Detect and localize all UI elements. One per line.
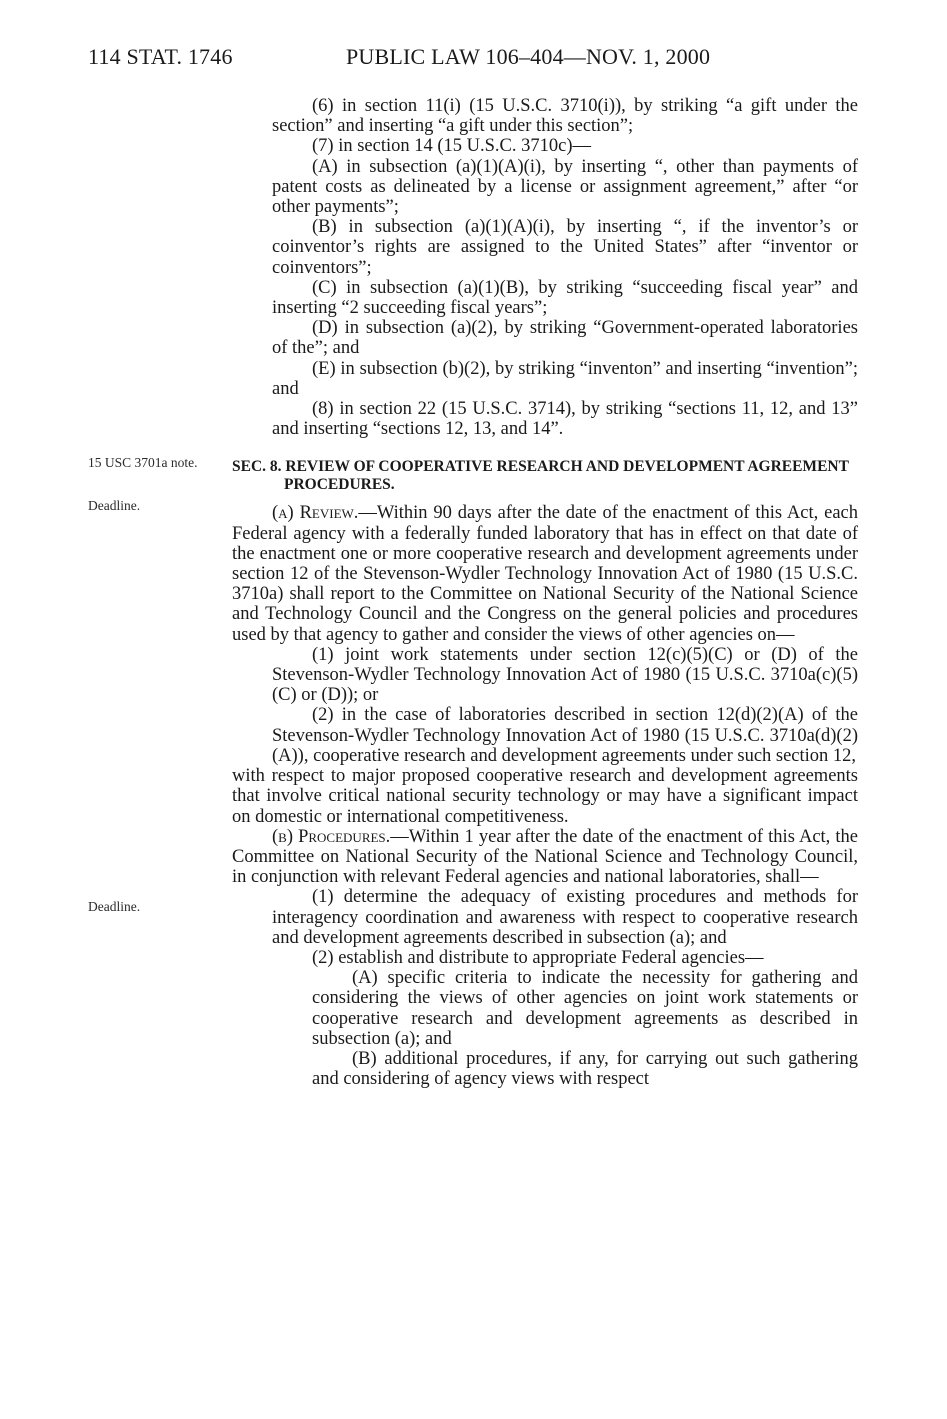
page-header [88, 44, 748, 74]
statute-body [232, 96, 858, 1089]
subsection-a-1: (1) joint work statements under section 12(c)(5)(C) or (D) of the Stevenson-Wydler Technology Innovation Act of 1980 (15 U.S.C. 3710a(c)(5)(C) or (D)); or [272, 644, 858, 706]
subsection-b-label: (b) Procedures. [272, 826, 391, 847]
subparagraph-7D: (D) in subsection (a)(2), by striking “Government-operated laboratories of the”; and [272, 318, 858, 359]
paragraph-7: (7) in section 14 (15 U.S.C. 3710c)— [312, 136, 592, 157]
statute-citation: 114 STAT. 1746 [88, 44, 233, 69]
subsection-b-1: (1) determine the adequacy of existing procedures and methods for interagency coordination and awareness with respect to cooperative research and development agreements described in subsection (a); and [272, 887, 858, 948]
margin-note-deadline-a: Deadline. [88, 498, 141, 513]
subparagraph-7E: (E) in subsection (b)(2), by striking “inventon” and inserting “invention”; and [272, 358, 858, 399]
subsection-b-2: (2) establish and distribute to appropriate Federal agencies— [312, 947, 764, 968]
subsection-b [232, 827, 858, 888]
subsection-a-text: —Within 90 days after the date of the enactment of this Act, each Federal agency with a federally funded laboratory that has in effect on that date of the enactment one or more cooperative research and development agreements under section 12 of the Stevenson-Wydler Technology Innovation Act of 1980 (15 U.S.C. 3710a) shall report to the Committee on National Security of the National Science and Technology Council and the Congress on the general policies and procedures used by that agency to gather and consider the views of other agencies on— [232, 503, 859, 645]
public-law-title: PUBLIC LAW 106–404—NOV. 1, 2000 [346, 44, 711, 69]
section-8-heading: SEC. 8. REVIEW OF COOPERATIVE RESEARCH AND DEVELOPMENT AGREEMENT PROCEDURES. [232, 458, 849, 494]
subsection-a-label: (a) Review. [272, 503, 359, 524]
subsection-b-2B: (B) additional procedures, if any, for carrying out such gathering and considering of agency views with respect [312, 1048, 858, 1090]
subparagraph-7C: (C) in subsection (a)(1)(B), by striking “succeeding fiscal year” and inserting “2 succeeding fiscal years”; [272, 277, 858, 319]
subsection-b-2A: (A) specific criteria to indicate the necessity for gathering and considering the views of other agencies on joint work statements or cooperative research and development agreements as described in subsection (a); and [312, 968, 858, 1049]
subsection-a [232, 503, 858, 644]
subparagraph-7A: (A) in subsection (a)(1)(A)(i), by inserting “, other than payments of patent costs as delineated by a license or assignment agreement,” after “or other payments”; [272, 156, 858, 218]
subsection-a-2: (2) in the case of laboratories described in section 12(d)(2)(A) of the Stevenson-Wydler Technology Innovation Act of 1980 (15 U.S.C. 3710a(d)(2)(A)), cooperative research and development agreements under such section 12, [272, 705, 858, 766]
subsection-b-text: —Within 1 year after the date of the enactment of this Act, the Committee on National Security of the National Science and Technology Council, in conjunction with relevant Federal agencies and national laboratories, shall— [232, 826, 858, 888]
margin-note-deadline-b: Deadline. [88, 899, 141, 914]
subsection-a-tail: with respect to major proposed cooperative research and development agreements that involve critical national security technology or may have a significant impact on domestic or international competitiveness. [232, 766, 858, 827]
paragraph-6: (6) in section 11(i) (15 U.S.C. 3710(i)), by striking “a gift under the section” and inserting “a gift under this section”; [272, 96, 858, 137]
margin-note-usc: 15 USC 3701a note. [88, 455, 198, 470]
paragraph-8: (8) in section 22 (15 U.S.C. 3714), by striking “sections 11, 12, and 13” and inserting “sections 12, 13, and 14”. [272, 399, 858, 440]
subparagraph-7B: (B) in subsection (a)(1)(A)(i), by inserting “, if the inventor’s or coinventor’s rights are assigned to the United States” after “inventor or coinventors”; [272, 217, 858, 278]
